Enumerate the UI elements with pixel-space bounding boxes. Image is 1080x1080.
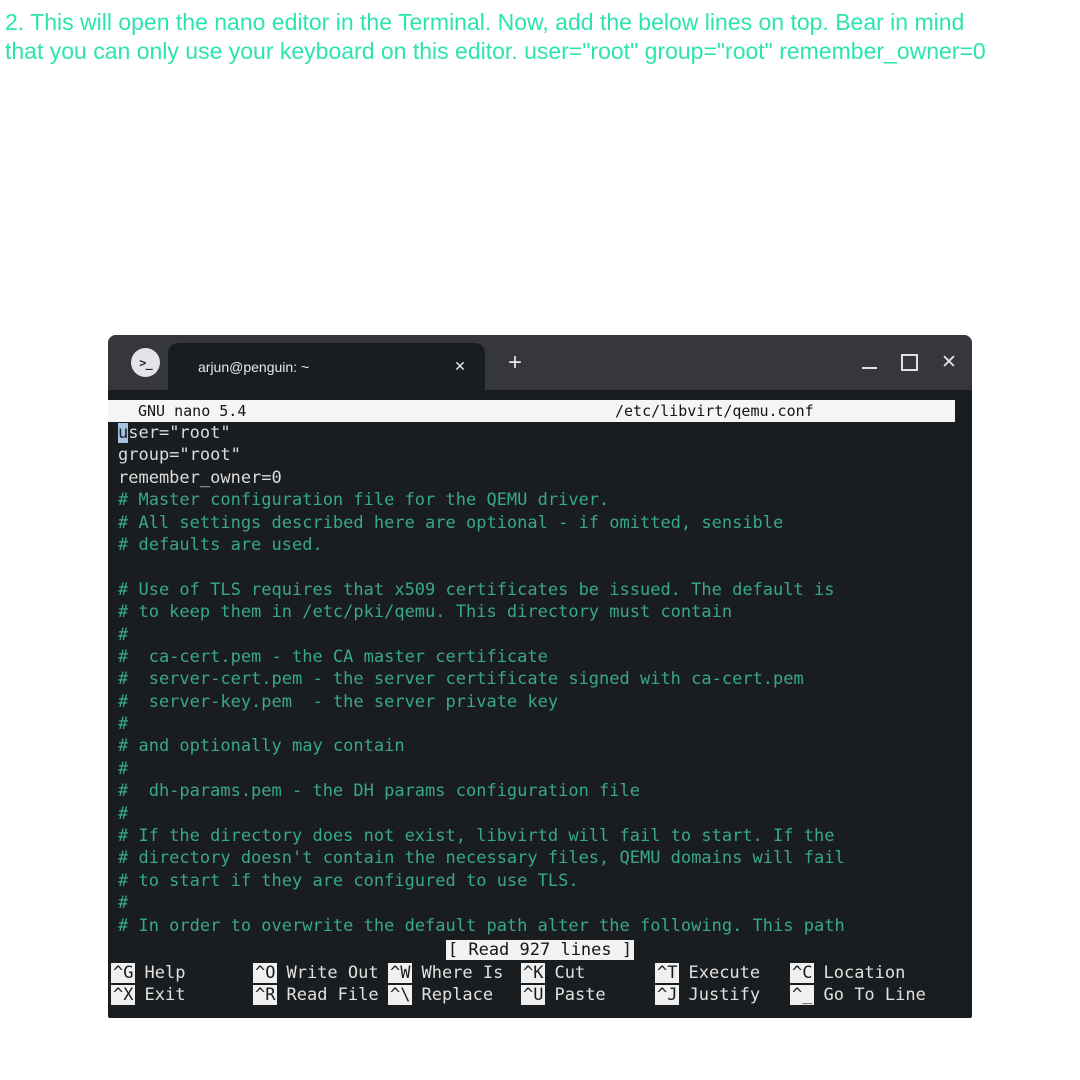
shortcut-key: ^R — [255, 985, 276, 1006]
instruction-text — [5, 8, 1080, 66]
shortcut-row — [108, 984, 972, 1006]
editor-line: # defaults are used. — [118, 534, 323, 555]
shortcut-item — [790, 962, 905, 984]
nano-filepath: /etc/libvirt/qemu.conf — [615, 402, 814, 420]
editor-line: # Master configuration file for the QEMU driver. — [118, 490, 610, 511]
shortcut-row — [108, 962, 972, 984]
editor-line: # — [118, 624, 129, 645]
editor-line: # to start if they are configured to use TLS. — [118, 870, 579, 891]
shortcut-label: Write Out — [286, 963, 379, 983]
shortcut-label: Help — [144, 963, 186, 983]
window-titlebar — [108, 335, 972, 390]
tab-title: arjun@penguin: ~ — [198, 358, 310, 375]
editor-line: # — [118, 758, 129, 779]
shortcut-key: ^J — [657, 985, 678, 1006]
shortcut-label: Exit — [144, 985, 186, 1006]
shortcut-label: Justify — [688, 985, 761, 1006]
tab-close-icon[interactable]: ✕ — [454, 357, 466, 374]
editor-line: # — [118, 893, 129, 914]
shortcut-item — [111, 962, 185, 984]
editor-line: remember_owner=0 — [118, 467, 282, 488]
editor-line: # — [118, 714, 129, 735]
close-button[interactable] — [932, 335, 966, 390]
shortcut-label: Location — [823, 963, 906, 983]
shortcut-item — [253, 962, 379, 984]
editor-line: # — [118, 803, 129, 824]
editor-line: # server-key.pem - the server private key — [118, 691, 559, 712]
shortcut-key: ^\ — [390, 985, 411, 1006]
shortcut-item — [521, 984, 606, 1006]
shortcut-key: ^G — [113, 963, 134, 983]
nano-version: GNU nano 5.4 — [138, 402, 247, 420]
shortcut-key: ^W — [390, 963, 411, 983]
shortcut-item — [253, 984, 379, 1006]
minimize-button[interactable] — [852, 335, 886, 390]
editor-line: # ca-cert.pem - the CA master certificate — [118, 646, 548, 667]
shortcut-key: ^O — [255, 963, 276, 983]
shortcut-label: Execute — [688, 963, 761, 983]
shortcut-label: Read File — [286, 985, 379, 1006]
editor-line: # server-cert.pem - the server certificate signed with ca-cert.pem — [118, 669, 804, 690]
terminal-tab[interactable] — [168, 343, 485, 390]
editor-line: # dh-params.pem - the DH params configuration file — [118, 781, 640, 802]
close-icon: ✕ — [941, 352, 957, 373]
shortcut-item — [655, 984, 760, 1006]
shortcut-label: Replace — [421, 985, 494, 1006]
editor-line: user="root" — [118, 423, 231, 443]
nano-status-bar — [108, 939, 972, 961]
shortcut-item — [655, 962, 760, 984]
nano-shortcut-bar — [108, 962, 972, 1007]
editor-line: # and optionally may contain — [118, 736, 405, 757]
shortcut-item — [111, 984, 185, 1006]
terminal-prompt-icon: >_ — [139, 355, 152, 370]
instruction-line-2: that you can only use your keyboard on this editor. user="root" group="root" remember_owner=0 — [5, 38, 986, 64]
terminal-window — [108, 335, 972, 1018]
nano-editor-area[interactable] — [108, 422, 972, 937]
shortcut-key: ^K — [523, 963, 544, 983]
shortcut-label: Where Is — [421, 963, 504, 983]
editor-line — [108, 556, 972, 578]
terminal-app-icon — [131, 348, 160, 377]
terminal-content[interactable] — [108, 390, 972, 1018]
shortcut-key: ^T — [657, 963, 678, 983]
maximize-button[interactable] — [892, 335, 926, 390]
minimize-icon — [862, 367, 877, 369]
shortcut-label: Go To Line — [823, 985, 926, 1006]
editor-line: # directory doesn't contain the necessary files, QEMU domains will fail — [118, 848, 845, 869]
shortcut-item — [388, 962, 503, 984]
nano-titlebar — [108, 400, 955, 422]
editor-line: # In order to overwrite the default path alter the following. This path — [118, 915, 845, 936]
maximize-icon — [901, 354, 918, 371]
shortcut-key: ^U — [523, 985, 544, 1006]
editor-line: group="root" — [118, 445, 241, 466]
shortcut-item — [790, 984, 926, 1006]
shortcut-label: Cut — [554, 963, 586, 983]
shortcut-key: ^X — [113, 985, 134, 1006]
instruction-line-1: 2. This will open the nano editor in the Terminal. Now, add the below lines on top. Bear in mind — [5, 9, 965, 35]
plus-icon: + — [507, 349, 522, 376]
shortcut-item — [388, 984, 493, 1006]
shortcut-item — [521, 962, 585, 984]
editor-line: # If the directory does not exist, libvirtd will fail to start. If the — [118, 826, 835, 847]
new-tab-button[interactable] — [502, 350, 528, 376]
status-message: [ Read 927 lines ] — [447, 940, 633, 960]
shortcut-key: ^C — [792, 963, 813, 983]
editor-line: # Use of TLS requires that x509 certificates be issued. The default is — [118, 579, 835, 600]
shortcut-label: Paste — [554, 985, 606, 1006]
editor-line: # All settings described here are optional - if omitted, sensible — [118, 512, 784, 533]
text-cursor: u — [118, 423, 129, 443]
editor-line: # to keep them in /etc/pki/qemu. This directory must contain — [118, 602, 733, 623]
shortcut-key: ^_ — [792, 985, 813, 1006]
